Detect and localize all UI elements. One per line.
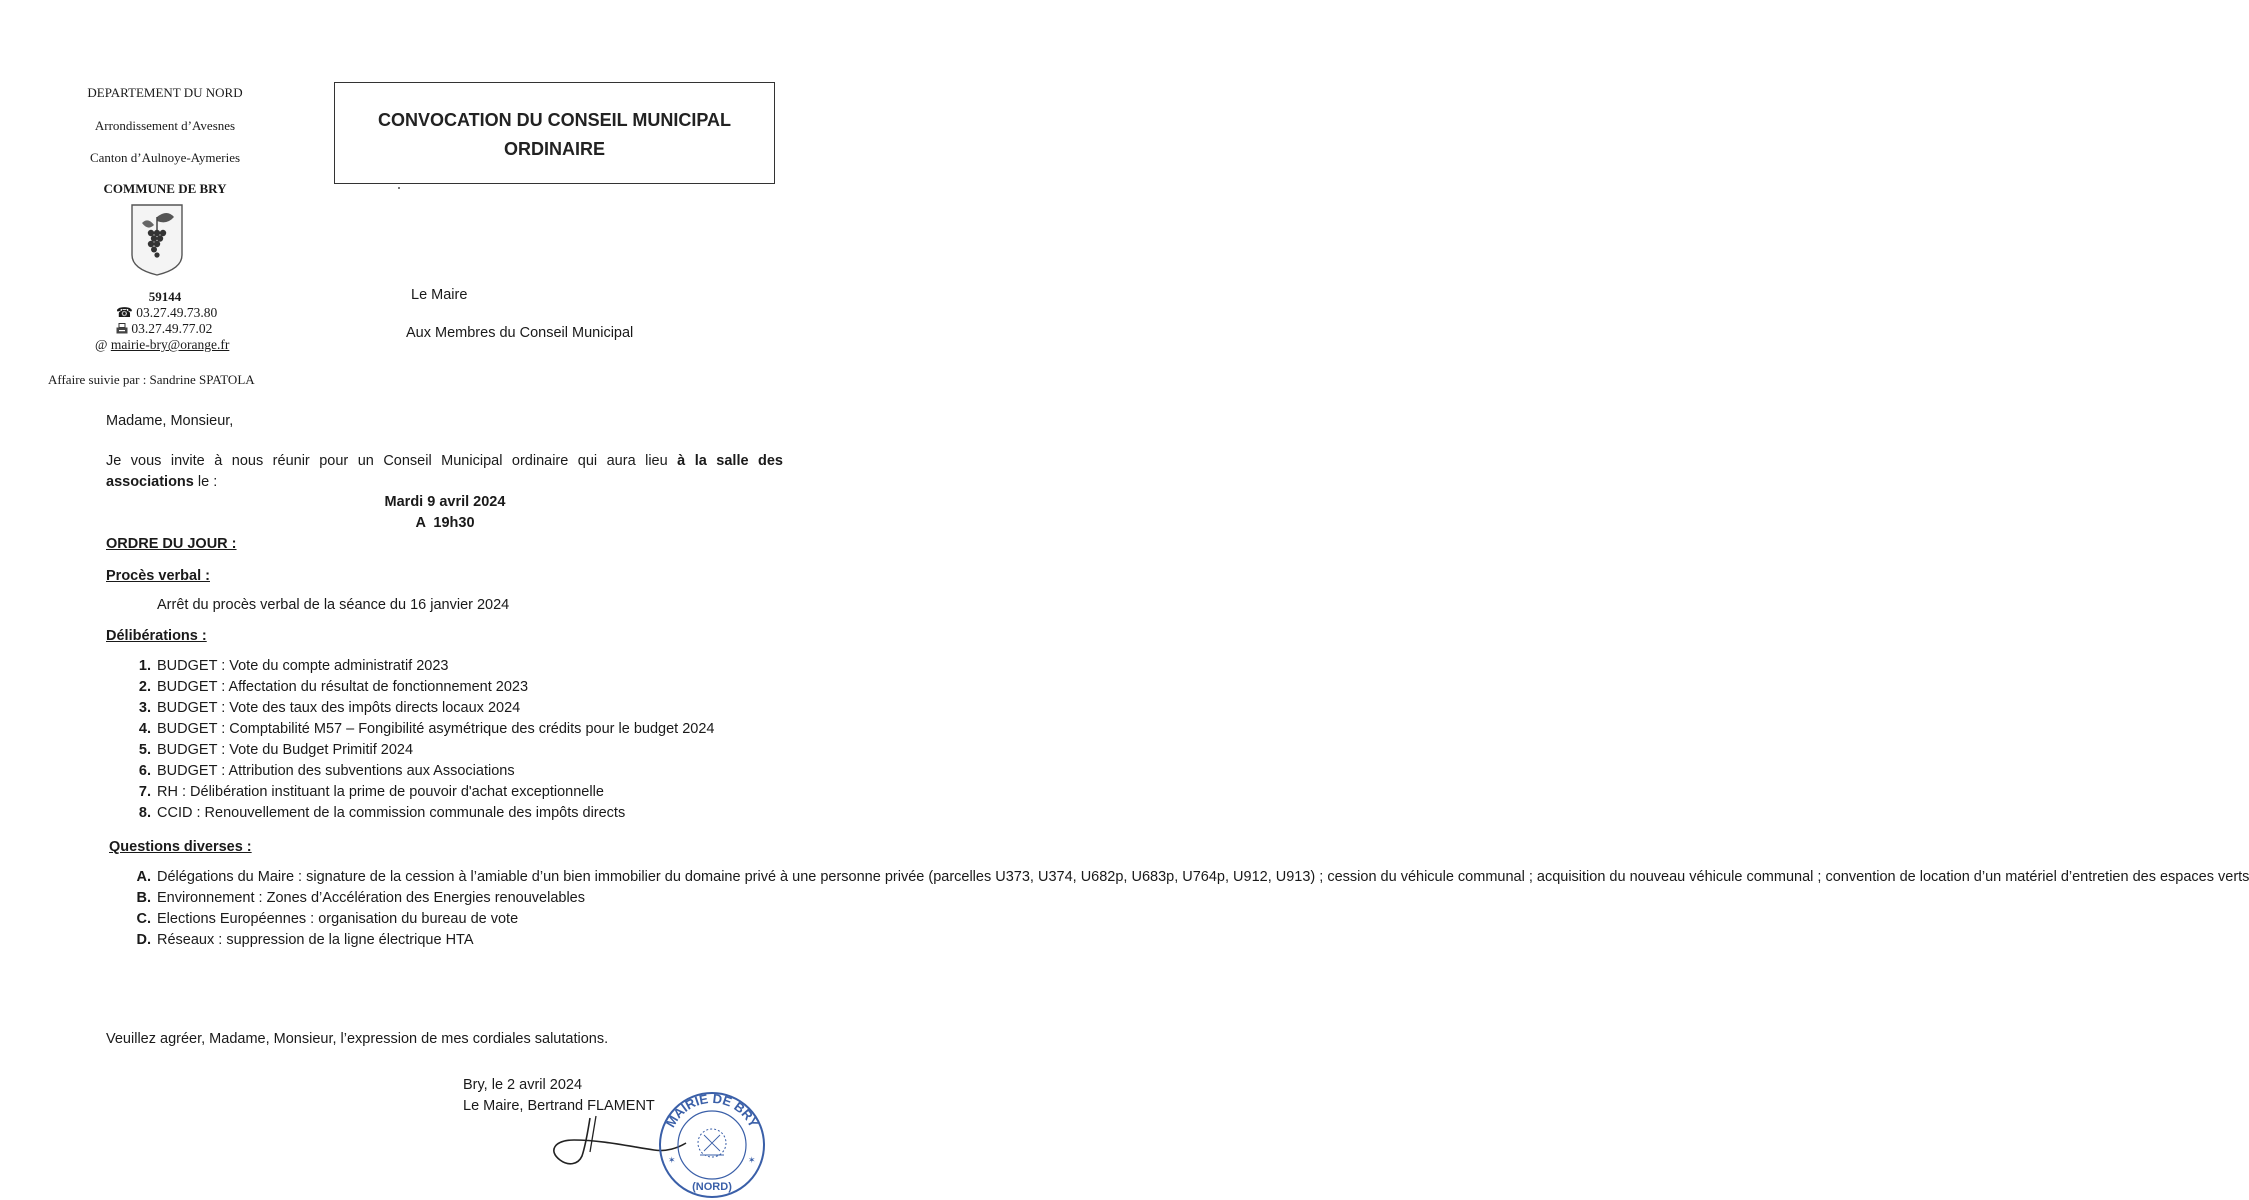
question-item: B. Environnement : Zones d’Accélération des Energies renouvelables <box>136 890 585 906</box>
question-item: A. Délégations du Maire : signature de la cession à l’amiable d’un bien immobilier du domaine privé à une personne privée (parcelles U373, U374, U682p, U683p, U764p, U912, U913) ; cession du véhicule communal ; acquisition du nouveau véhicule communal ; convention de location d’un matériel d’entretien des espaces verts <box>136 869 2249 885</box>
meeting-time: A 19h30 <box>415 515 475 531</box>
coat-of-arms-icon <box>130 203 184 277</box>
deliberation-item: 3. BUDGET : Vote des taux des impôts directs locaux 2024 <box>138 700 521 716</box>
letterhead <box>50 80 280 195</box>
deliberations-heading: Délibérations : <box>106 628 207 644</box>
stamp-bottom-text: (NORD) <box>692 1181 732 1193</box>
fax-icon <box>116 323 128 334</box>
fax-line <box>116 321 212 337</box>
deliberation-item: 4. BUDGET : Comptabilité M57 – Fongibilité asymétrique des crédits pour le budget 2024 <box>138 721 715 737</box>
fax-number: 03.27.49.77.02 <box>131 321 213 336</box>
signature-signer: Le Maire, Bertrand FLAMENT <box>463 1098 655 1114</box>
deliberation-item: 8. CCID : Renouvellement de la commission communale des impôts directs <box>138 805 626 821</box>
intro-line-1 <box>106 451 783 472</box>
deliberation-item: 2. BUDGET : Affectation du résultat de fonctionnement 2023 <box>138 679 529 695</box>
proces-verbal-text: Arrêt du procès verbal de la séance du 16 janvier 2024 <box>157 597 510 613</box>
signature-place-date: Bry, le 2 avril 2024 <box>463 1077 583 1093</box>
salutation: Madame, Monsieur, <box>106 413 234 429</box>
deliberation-item: 7. RH : Délibération instituant la prime de pouvoir d'achat exceptionnelle <box>138 784 604 800</box>
deliberations-list <box>100 656 714 824</box>
question-item: D. Réseaux : suppression de la ligne électrique HTA <box>136 932 474 948</box>
arrondissement-name: Arrondissement d’Avesnes <box>94 118 236 133</box>
intro-paragraph <box>106 451 783 493</box>
intro-line-2 <box>106 472 783 493</box>
mairie-stamp <box>652 1085 772 1200</box>
stamp-top-text: MAIRIE DE BRY <box>662 1090 762 1130</box>
department-name: DEPARTEMENT DU NORD <box>87 85 243 100</box>
deliberation-item: 5. BUDGET : Vote du Budget Primitif 2024 <box>138 742 414 758</box>
email-at-symbol: @ <box>95 337 108 352</box>
question-item: C. Elections Européennes : organisation du bureau de vote <box>136 911 519 927</box>
email-line <box>95 337 229 353</box>
phone-icon: ☎ <box>116 305 133 320</box>
deliberation-item: 1. BUDGET : Vote du compte administratif 2023 <box>138 658 449 674</box>
affaire-suivie: Affaire suivie par : Sandrine SPATOLA <box>48 372 255 387</box>
proces-verbal-heading: Procès verbal : <box>106 568 210 584</box>
title-line-1: CONVOCATION DU CONSEIL MUNICIPAL <box>377 110 731 130</box>
sender: Le Maire <box>411 287 468 303</box>
questions-heading: Questions diverses : <box>109 839 252 855</box>
agenda-heading: ORDRE DU JOUR : <box>106 536 237 552</box>
questions-list <box>100 867 2249 951</box>
email-link[interactable]: mairie-bry@orange.fr <box>110 337 230 352</box>
title-box <box>334 82 775 184</box>
phone-line <box>116 305 217 321</box>
title-line-2: ORDINAIRE <box>503 139 605 159</box>
intro-text: Je vous invite à nous réunir pour un Conseil Municipal ordinaire qui aura lieu <box>106 453 668 469</box>
svg-text:✶: ✶ <box>748 1156 756 1166</box>
closing: Veuillez agréer, Madame, Monsieur, l’expression de mes cordiales salutations. <box>106 1031 609 1047</box>
scan-dot <box>398 187 400 189</box>
commune-name: COMMUNE DE BRY <box>103 181 227 196</box>
meeting-date: Mardi 9 avril 2024 <box>384 494 506 510</box>
canton-name: Canton d’Aulnoye-Aymeries <box>89 150 241 165</box>
postal-code: 59144 <box>148 289 182 304</box>
svg-text:✶: ✶ <box>668 1156 676 1166</box>
phone-number: 03.27.49.73.80 <box>136 305 218 320</box>
intro-venue-part1: à la salle des <box>677 453 783 469</box>
intro-text-end: le : <box>197 474 218 490</box>
recipient: Aux Membres du Conseil Municipal <box>406 325 634 341</box>
deliberation-item: 6. BUDGET : Attribution des subventions aux Associations <box>138 763 515 779</box>
intro-venue-part2: associations <box>106 474 194 490</box>
